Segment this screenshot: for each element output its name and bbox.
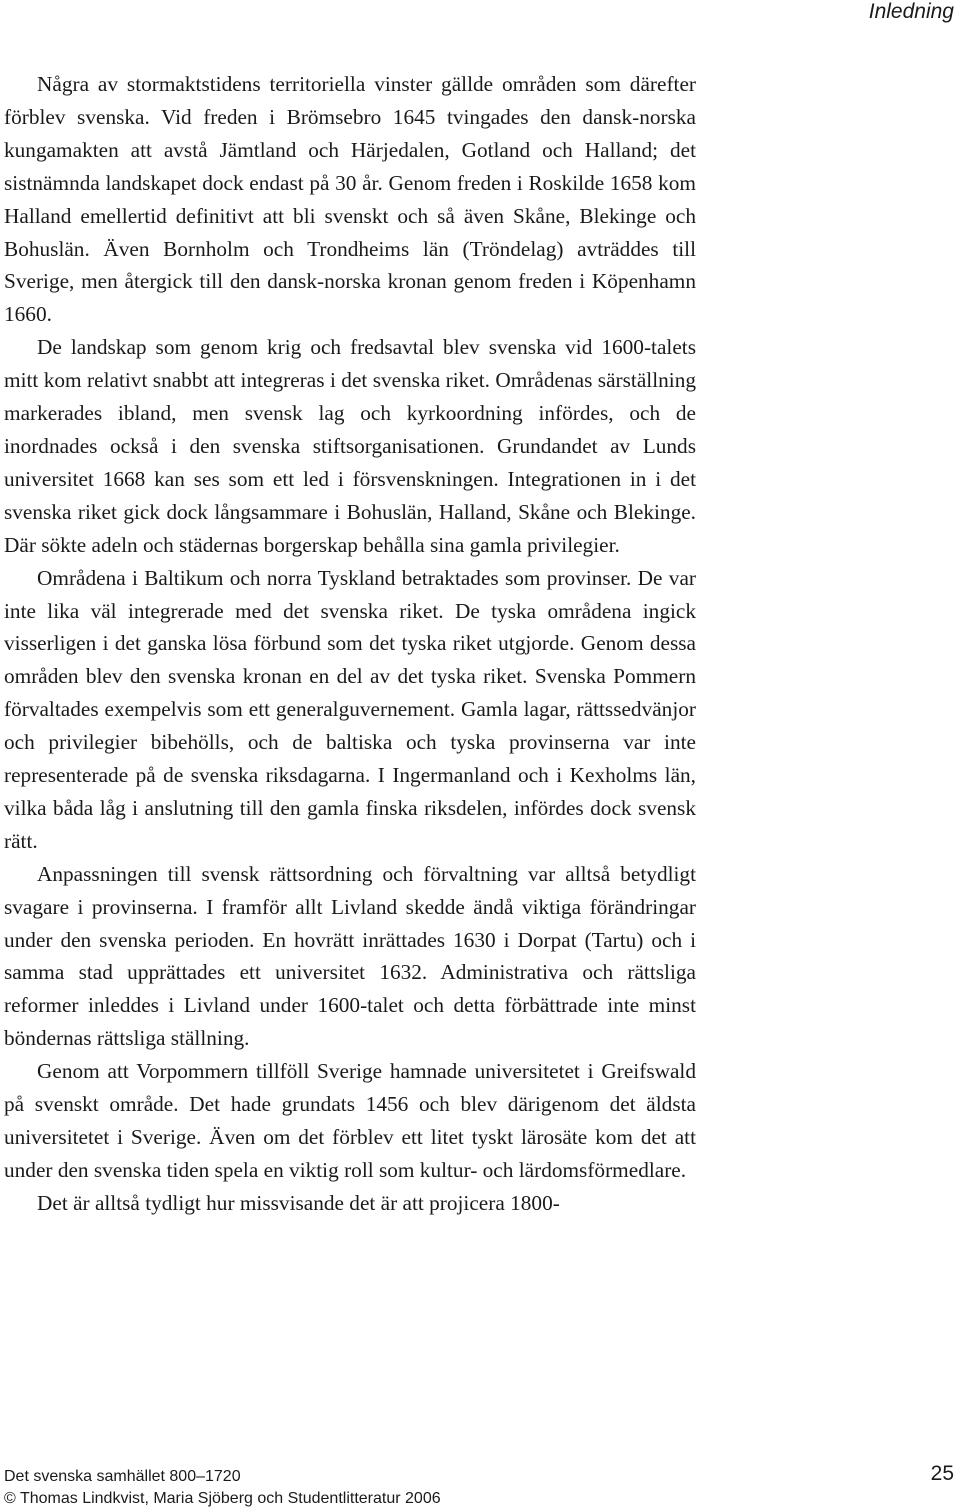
paragraph: Det är alltså tydligt hur missvisande det är att projicera 1800- <box>37 1190 560 1215</box>
page-number: 25 <box>930 1462 954 1485</box>
paragraph: De landskap som genom krig och fredsavtal blev svenska vid 1600-talets mitt kom relativt snabbt att integreras i det svenska riket. Områdenas särställning markerades ibland, men svensk lag och kyrkoordning infördes, och de inordnades också i den svenska stiftsorganisationen. Grundandet av Lunds universitet 1668 kan ses som ett led i försvenskningen. Integrationen in i det svenska riket gick dock långsammare i Bohuslän, Halland, Skåne och Blekinge. Där sökte adeln och städernas borgerskap behålla sina gamla privilegier. <box>4 335 696 557</box>
paragraph: Genom att Vorpommern tillföll Sverige hamnade universitetet i Greifswald på svenskt område. Det hade grundats 1456 och blev därigenom det äldsta universitetet i Sverige. Även om det förblev ett litet tyskt lärosäte kom det att under den svenska tiden spela en viktig roll som kultur- och lärdomsförmedlare. <box>4 1059 696 1182</box>
footer-book-title: Det svenska samhället 800–1720 <box>4 1468 241 1485</box>
paragraph: Några av stormaktstidens territoriella vinster gällde områden som därefter förblev svenska. Vid freden i Brömsebro 1645 tvingades den dansk-norska kungamakten att avstå Jämtland och Härjedalen, Gotland och Halland; det sistnämnda landskapet dock endast på 30 år. Genom freden i Roskilde 1658 kom Halland emellertid definitivt att bli svenskt och så även Skåne, Blekinge och Bohuslän. Även Bornholm och Trondheims län (Tröndelag) avträddes till Sverige, men återgick till den dansk-norska kronan genom freden i Köpenhamn 1660. <box>4 72 696 327</box>
body-text <box>4 68 696 1220</box>
footer-copyright: © Thomas Lindkvist, Maria Sjöberg och Studentlitteratur 2006 <box>4 1490 441 1507</box>
paragraph: Anpassningen till svensk rättsordning och förvaltning var alltså betydligt svagare i provinserna. I framför allt Livland skedde ändå viktiga förändringar under den svenska perioden. En hovrätt inrättades 1630 i Dorpat (Tartu) och i samma stad upprättades ett universitet 1632. Administrativa och rättsliga reformer inleddes i Livland under 1600-talet och detta förbättrade inte minst böndernas rättsliga ställning. <box>4 861 696 1051</box>
page-footer <box>4 1466 954 1510</box>
paragraph: Områdena i Baltikum och norra Tyskland betraktades som provinser. De var inte lika väl integrerade med det svenska riket. De tyska områdena ingick visserligen i det ganska lösa förbund som det tyska riket utgjorde. Genom dessa områden blev den svenska kronan en del av det tyska riket. Svenska Pommern förvaltades exempelvis som ett generalguvernement. Gamla lagar, rättssedvänjor och privilegier bibehölls, och de baltiska och tyska provinserna var inte representerade på de svenska riksdagarna. I Ingermanland och i Kexholms län, vilka båda låg i anslutning till den gamla finska riksdelen, infördes dock svensk rätt. <box>4 565 696 853</box>
running-header-title: Inledning <box>868 0 954 23</box>
